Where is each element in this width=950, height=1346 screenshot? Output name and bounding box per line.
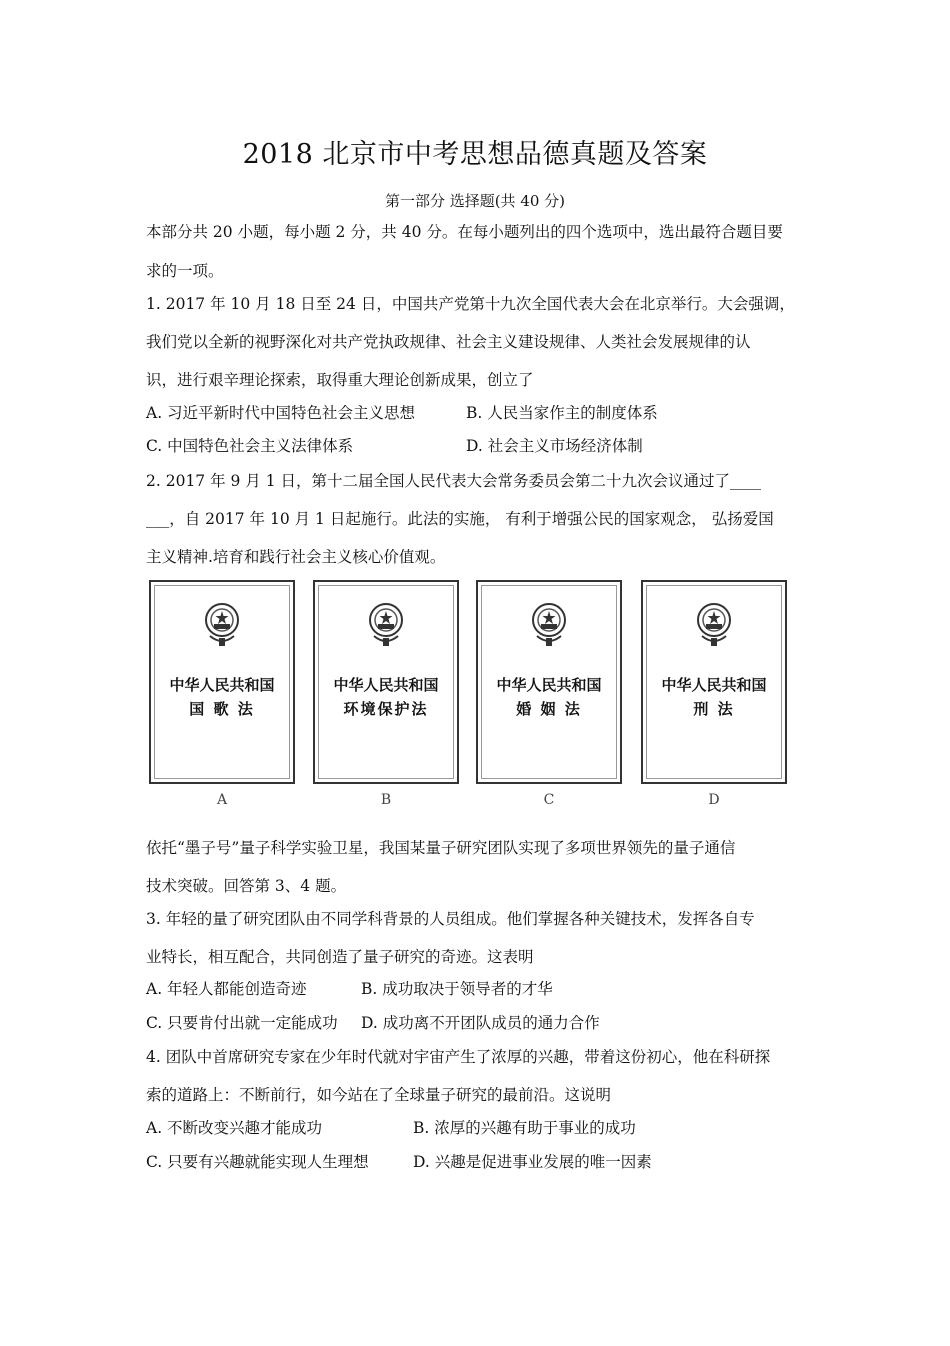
q2-line-3: 主义精神.培育和践行社会主义核心价值观。 [146,548,446,566]
book-label-b: B [380,792,392,808]
q1-option-a: A. 习近平新时代中国特色社会主义思想 [146,404,416,422]
q4-option-c: C. 只要有兴趣就能实现人生理想 [146,1153,369,1171]
book-title-line-2: 国 歌 法 [189,700,255,718]
q3-line-1: 3. 年轻的量了研究团队由不同学科背景的人员组成。他们掌握各种关键技术，发挥各自专 [146,910,755,928]
q4-option-b: B. 浓厚的兴趣有助于事业的成功 [413,1119,636,1137]
q1-line-1: 1. 2017 年 10 月 18 日至 24 日，中国共产党第十九次全国代表大会在北京举行。大会强调， [146,295,795,313]
q2-line-1: 2. 2017 年 9 月 1 日，第十二届全国人民代表大会常务委员会第二十九次会议通过了____ [146,472,762,490]
q3-option-d: D. 成功离不开团队成员的通力合作 [361,1014,600,1032]
q1-option-c: C. 中国特色社会主义法律体系 [146,437,354,455]
q1-line-2: 我们党以全新的视野深化对共产党执政规律、社会主义建设规律、人类社会发展规律的认 [146,333,751,351]
intro-line-1: 本部分共 20 小题，每小题 2 分，共 40 分。在每小题列出的四个选项中，选出最符合题目要 [146,223,783,241]
book-title-line-2: 刑 法 [693,700,735,718]
q4-line-1: 4. 团队中首席研究专家在少年时代就对宇宙产生了浓厚的兴趣，带着这份初心，他在科研探 [146,1048,771,1066]
book-label-c: C [543,792,555,808]
book-label-a: A [216,792,228,808]
national-emblem-icon [200,600,244,650]
q1-option-b: B. 人民当家作主的制度体系 [466,404,658,422]
book-cover-d [641,580,787,784]
page-title: 2018 北京市中考思想品德真题及答案 [242,139,708,170]
book-title-line-2: 环境保护法 [343,700,429,718]
national-emblem-icon [364,600,408,650]
q3-line-2: 业特长，相互配合，共同创造了量子研究的奇迹。这表明 [146,948,534,966]
book-title-line-1: 中华人民共和国 [496,676,602,694]
section-heading: 第一部分 选择题(共 40 分) [384,192,566,210]
passage-line-2: 技术突破。回答第 3、4 题。 [146,877,347,895]
book-title-line-1: 中华人民共和国 [169,676,275,694]
intro-line-2: 求的一项。 [146,262,224,280]
q4-option-a: A. 不断改变兴趣才能成功 [146,1119,323,1137]
q4-option-d: D. 兴趣是促进事业发展的唯一因素 [413,1153,652,1171]
q3-option-c: C. 只要肯付出就一定能成功 [146,1014,338,1032]
national-emblem-icon [692,600,736,650]
q2-line-2: ___，自 2017 年 10 月 1 日起施行。此法的实施， 有利于增强公民的国家观念， 弘扬爱国 [146,510,774,528]
passage-line-1: 依托“墨子号”量子科学实验卫星，我国某量子研究团队实现了多项世界领先的量子通信 [146,839,736,857]
book-title-line-1: 中华人民共和国 [661,676,767,694]
q3-option-b: B. 成功取决于领导者的才华 [361,980,553,998]
book-cover-c [476,580,622,784]
q1-line-3: 识，进行艰辛理论探索，取得重大理论创新成果，创立了 [146,371,534,389]
book-label-d: D [708,792,720,808]
q1-option-d: D. 社会主义市场经济体制 [466,437,643,455]
book-title-line-2: 婚 姻 法 [516,700,582,718]
book-title-line-1: 中华人民共和国 [333,676,439,694]
book-cover-a [149,580,295,784]
book-cover-b [313,580,459,784]
q3-option-a: A. 年轻人都能创造奇迹 [146,980,307,998]
national-emblem-icon [527,600,571,650]
q4-line-2: 索的道路上：不断前行，如今站在了全球量子研究的最前沿。这说明 [146,1086,612,1104]
